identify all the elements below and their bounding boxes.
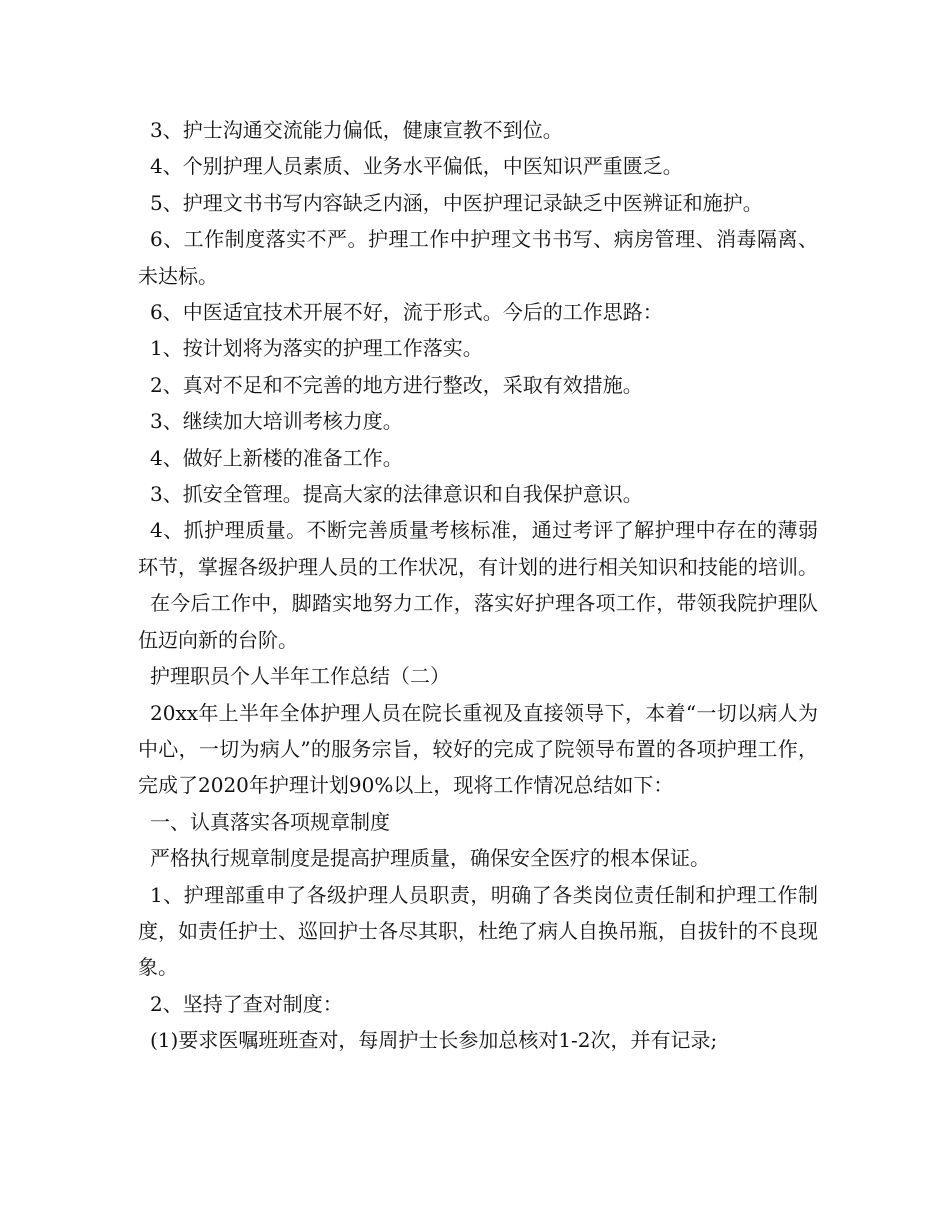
paragraph-plan-1: 1、按计划将为落实的护理工作落实。 xyxy=(150,336,483,361)
paragraph-problem-rules: 6、工作制度落实不严。护理工作中护理文书书写、病房管理、消毒隔离、未达标。 xyxy=(138,227,818,288)
paragraph-rules-1: 1、护理部重申了各级护理人员职责，明确了各类岗位责任制和护理工作制度，如责任护士、巡回护士各尽其职，杜绝了病人自换吊瓶，自拔针的不良现象。 xyxy=(138,882,818,980)
paragraph-plan-quality: 4、抓护理质量。不断完善质量考核标准，通过考评了解护理中存在的薄弱环节，掌握各级护理人员的工作状况，有计划的进行相关知识和技能的培训。 xyxy=(138,518,818,579)
paragraph-problem-communication: 3、护士沟通交流能力偏低，健康宣教不到位。 xyxy=(150,118,563,142)
paragraph-problem-tcm-techniques: 6、中医适宜技术开展不好，流于形式。今后的工作思路： xyxy=(150,300,663,325)
document-body xyxy=(138,112,818,1059)
section-title: 护理职员个人半年工作总结（二） xyxy=(150,664,450,689)
paragraph-plan-safety: 3、抓安全管理。提高大家的法律意识和自我保护意识。 xyxy=(150,482,643,507)
paragraph-plan-2: 2、真对不足和不完善的地方进行整改，采取有效措施。 xyxy=(150,372,643,397)
paragraph-summary-intro: 20xx年上半年全体护理人员在院长重视及直接领导下，本着“一切以病人为中心，一切为病人”的服务宗旨，较好的完成了院领导布置的各项护理工作，完成了2020年护理计划90%以上，现将工作情况总结如下： xyxy=(138,700,818,798)
paragraph-rules-2: 2、坚持了查对制度： xyxy=(150,991,343,1016)
paragraph-plan-4: 4、做好上新楼的准备工作。 xyxy=(150,445,403,470)
paragraph-plan-3: 3、继续加大培训考核力度。 xyxy=(150,409,403,434)
paragraph-rules-2-item-1: (1)要求医嘱班班查对，每周护士长参加总核对1-2次，并有记录; xyxy=(150,1028,718,1053)
paragraph-rules-intro: 严格执行规章制度是提高护理质量，确保安全医疗的根本保证。 xyxy=(150,846,710,871)
paragraph-conclusion: 在今后工作中，脚踏实地努力工作，落实好护理各项工作，带领我院护理队伍迈向新的台阶。 xyxy=(138,591,818,652)
paragraph-problem-staff-quality: 4、个别护理人员素质、业务水平偏低，中医知识严重匮乏。 xyxy=(150,154,683,179)
paragraph-problem-documentation: 5、护理文书书写内容缺乏内涵，中医护理记录缺乏中医辨证和施护。 xyxy=(150,190,763,215)
heading-rules: 一、认真落实各项规章制度 xyxy=(150,809,390,834)
